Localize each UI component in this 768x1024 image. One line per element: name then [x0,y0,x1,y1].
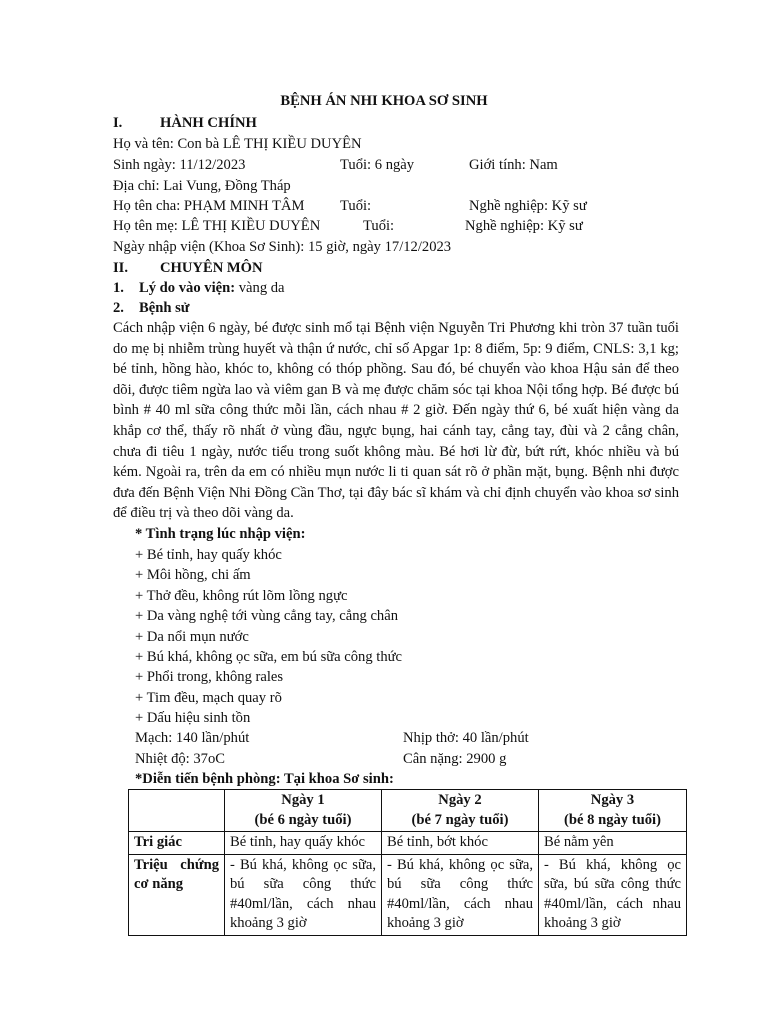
table-row-label: Tri giác [129,832,225,855]
table-row [129,854,687,935]
patient-address: Địa chỉ: Lai Vung, Đồng Tháp [113,178,291,194]
list-item: + Thở đều, không rút lõm lồng ngực [135,587,348,604]
list-item: + Da vàng nghệ tới vùng cẳng tay, cẳng chân [135,608,399,625]
father-name: Họ tên cha: PHẠM MINH TÂM [113,198,305,214]
mother-occupation: Nghề nghiệp: Kỹ sư [465,218,583,234]
table-cell: - Bú khá, không ọc sữa, bú sữa công thức #40ml/lần, cách nhau khoảng 3 giờ [539,854,687,935]
document-title: BỆNH ÁN NHI KHOA SƠ SINH [280,93,488,109]
list-item: + Da nổi mụn nước [135,628,249,645]
vital-pulse: Mạch: 140 lần/phút [135,730,250,746]
table-header-day-3: Ngày 3 (bé 8 ngày tuổi) [539,790,687,832]
table-row [129,832,687,855]
table-header-day-2: Ngày 2 (bé 7 ngày tuổi) [382,790,539,832]
list-item: + Phổi trong, không rales [135,669,284,686]
section-heading-administrative: I. HÀNH CHÍNH [113,115,257,131]
table-cell: Bé tỉnh, bớt khóc [382,832,539,855]
table-header-day-1: Ngày 1 (bé 6 ngày tuổi) [225,790,382,832]
admission-status-heading: * Tình trạng lúc nhập viện: [135,526,306,542]
father-age: Tuổi: [340,198,372,214]
table-cell: Bé nằm yên [539,832,687,855]
history-heading: 2. Bệnh sử [113,300,190,316]
list-item: + Bú khá, không ọc sữa, em bú sữa công thức [135,649,403,665]
mother-age: Tuổi: [363,218,395,234]
reason-for-admission: 1. Lý do vào viện: vàng da [113,280,285,296]
table-row-label: Triệu chứng cơ năng [129,854,225,935]
vital-weight: Cân nặng: 2900 g [403,751,507,767]
admission-date: Ngày nhập viện (Khoa Sơ Sinh): 15 giờ, ngày 17/12/2023 [113,239,452,255]
vital-temperature: Nhiệt độ: 37oC [135,751,225,767]
patient-age: Tuổi: 6 ngày [340,157,415,173]
vital-respiration: Nhịp thở: 40 lần/phút [403,730,529,746]
list-item: + Bé tỉnh, hay quấy khóc [135,547,282,563]
progress-heading: *Diễn tiến bệnh phòng: Tại khoa Sơ sinh: [135,771,394,787]
father-occupation: Nghề nghiệp: Kỹ sư [469,198,587,214]
section-heading-professional: II. CHUYÊN MÔN [113,260,263,276]
patient-gender: Giới tính: Nam [469,157,558,173]
table-cell: - Bú khá, không ọc sữa, bú sữa công thức #40ml/lần, cách nhau khoảng 3 giờ [382,854,539,935]
patient-dob: Sinh ngày: 11/12/2023 [113,157,246,173]
mother-name: Họ tên mẹ: LÊ THỊ KIỀU DUYÊN [113,218,321,234]
list-item: + Môi hồng, chi ấm [135,567,251,584]
patient-name: Họ và tên: Con bà LÊ THỊ KIỀU DUYÊN [113,136,362,152]
progress-table [128,789,687,936]
list-item: + Tim đều, mạch quay rõ [135,689,282,706]
history-paragraph: Cách nhập viện 6 ngày, bé được sinh mổ tại Bệnh viện Nguyễn Tri Phương khi tròn 37 tuần tuổi do mẹ bị nhiễm trùng huyết và thận ứ nước, chỉ số Apgar 1p: 8 điểm, 5p: 9 điểm, CNLS: 3,1 kg; bé tỉnh, hồng hào, khóc to, không có thóp phồng. Sau đó, bé chuyển vào khoa Hậu sản để theo dõi, được tiêm ngừa lao và viêm gan B và mẹ được chăm sóc tại khoa Nội tổng hợp. Bé được bú bình # 40 ml sữa công thức mỗi lần, cách nhau # 2 giờ. Đến ngày thứ 6, bé xuất hiện vàng da khắp cơ thể, thấy rõ nhất ở vùng đầu, ngực bụng, hai cánh tay, cẳng tay, đùi và 2 cẳng chân, chưa đi tiêu 1 ngày, nước tiểu trong suốt không màu. Bé hơi lừ đừ, bứt rứt, khóc nhiều và bú kém. Ngoài ra, trên da em có nhiều mụn nước li ti quan sát rõ ở phần mặt, bụng. Bệnh nhi được đưa đến Bệnh Viện Nhi Đồng Cần Thơ, tại đây bác sĩ khám và chỉ định chuyển vào khoa sơ sinh để điều trị và theo dõi vàng da. [113,320,679,522]
table-cell: Bé tỉnh, hay quấy khóc [225,832,382,855]
table-header-row [129,790,687,832]
table-header-empty [129,790,225,832]
table-cell: - Bú khá, không ọc sữa, bú sữa công thức #40ml/lần, cách nhau khoảng 3 giờ [225,854,382,935]
list-item: + Dấu hiệu sinh tồn [135,710,251,727]
